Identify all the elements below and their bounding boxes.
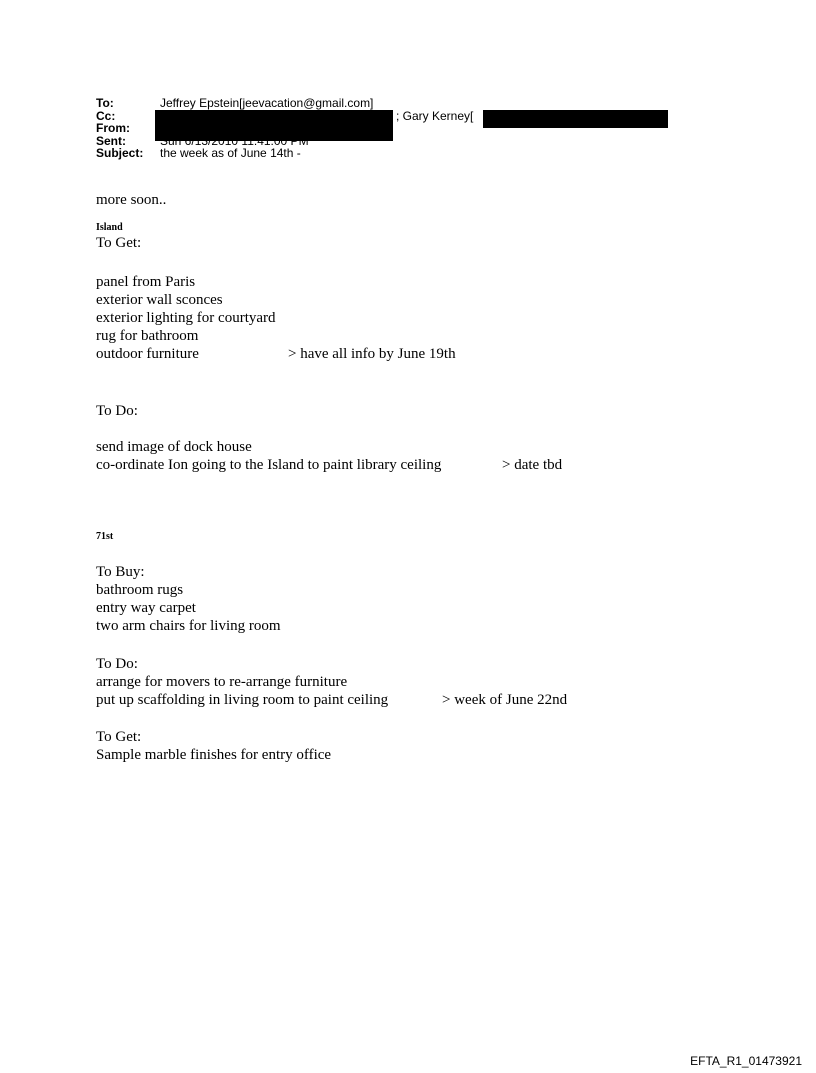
bates-number: EFTA_R1_01473921 (690, 1054, 802, 1068)
subject-label: Subject: (96, 146, 144, 160)
island-to-do-note: > date tbd (502, 457, 563, 473)
island-heading: Island (96, 222, 123, 233)
seventy-first-to-get-label: To Get: (96, 729, 142, 745)
seventy-first-to-buy-label: To Buy: (96, 564, 145, 580)
to-value: Jeffrey Epstein[jeevacation@gmail.com] (160, 96, 374, 110)
list-item: put up scaffolding in living room to paint ceiling (96, 692, 389, 708)
seventy-first-heading: 71st (96, 531, 114, 542)
sent-label: Sent: (96, 133, 126, 148)
list-item: exterior lighting for courtyard (96, 310, 276, 326)
list-item: send image of dock house (96, 439, 252, 455)
list-item: Sample marble finishes for entry office (96, 747, 332, 763)
seventy-first-to-do-label: To Do: (96, 656, 138, 672)
list-item: two arm chairs for living room (96, 618, 281, 634)
cc-separator: ; Gary Kerney[ (396, 108, 474, 123)
list-item: co-ordinate Ion going to the Island to paint library ceiling (96, 457, 442, 473)
list-item: arrange for movers to re-arrange furniture (96, 674, 348, 690)
island-to-do-label: To Do: (96, 403, 138, 419)
cc-label: Cc: (96, 108, 116, 123)
list-item: exterior wall sconces (96, 292, 223, 308)
intro-text: more soon.. (96, 192, 167, 208)
island-to-get-note: > have all info by June 19th (288, 346, 456, 362)
redaction-box-from (155, 110, 393, 141)
list-item: outdoor furniture (96, 346, 199, 362)
subject-value: the week as of June 14th - (160, 146, 301, 160)
list-item: panel from Paris (96, 274, 196, 290)
island-to-get-label: To Get: (96, 235, 142, 251)
list-item: rug for bathroom (96, 328, 199, 344)
list-item: entry way carpet (96, 600, 196, 616)
seventy-first-to-do-note: > week of June 22nd (442, 692, 568, 708)
redaction-box-cc (483, 110, 668, 128)
list-item: bathroom rugs (96, 582, 184, 598)
from-label: From: (96, 121, 130, 135)
to-label: To: (96, 96, 114, 110)
